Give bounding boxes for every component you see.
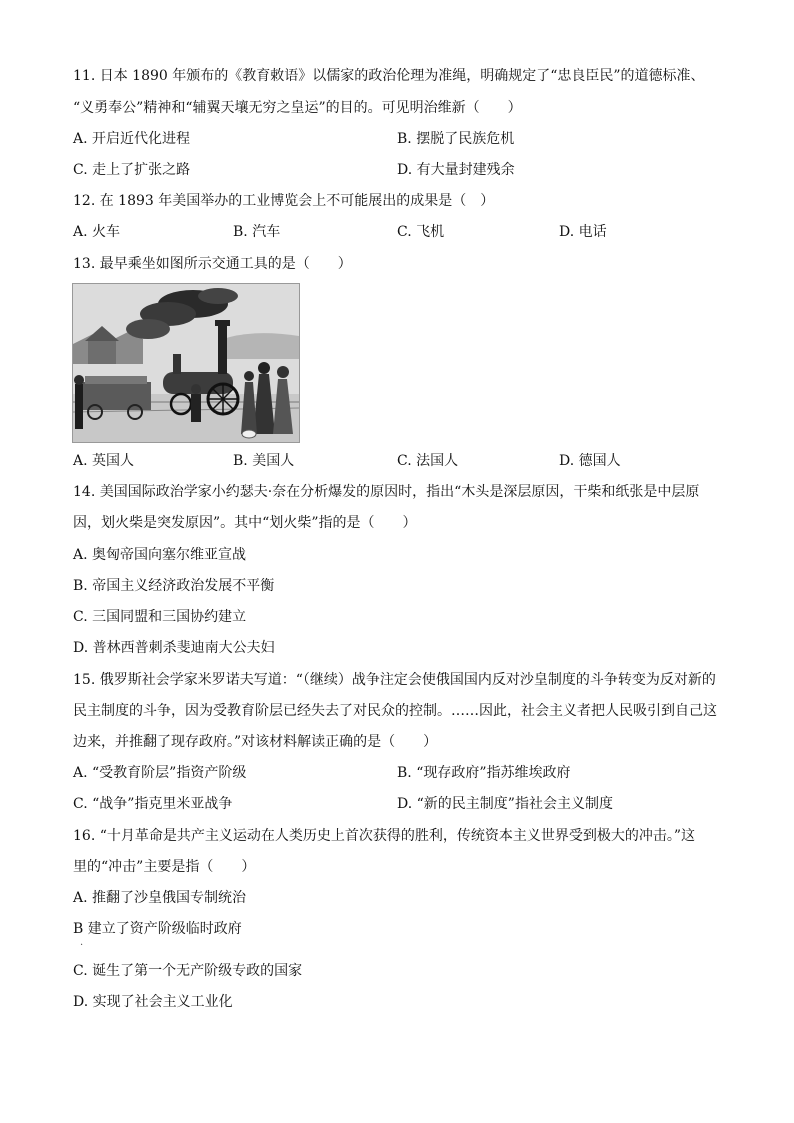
q16-option-b: B 建立了资产阶级临时政府 bbox=[73, 921, 242, 937]
q12-option-d: D. 电话 bbox=[559, 224, 607, 240]
q15-option-d: D. “新的民主制度”指社会主义制度 bbox=[397, 796, 613, 812]
q13-option-a: A. 英国人 bbox=[73, 453, 135, 469]
q13-stem: 13. 最早乘坐如图所示交通工具的是（ ） bbox=[73, 256, 352, 272]
q13-option-d: D. 德国人 bbox=[559, 453, 621, 469]
q15-option-a: A. “受教育阶层”指资产阶级 bbox=[73, 765, 247, 781]
q16-option-d: D. 实现了社会主义工业化 bbox=[73, 994, 233, 1010]
q11-stem-line1: 11. 日本 1890 年颁布的《教育敕语》以儒家的政治伦理为准绳，明确规定了“忠良臣民”的道德标准、 bbox=[73, 68, 705, 84]
q15-stem-line2: 民主制度的斗争，因为受教育阶层已经失去了对民众的控制。……因此，社会主义者把人民吸引到自己这 bbox=[73, 703, 717, 719]
q14-option-d: D. 普林西普刺杀斐迪南大公夫妇 bbox=[73, 640, 275, 656]
q12-option-a: A. 火车 bbox=[73, 224, 121, 240]
q13-option-b: B. 美国人 bbox=[233, 453, 295, 469]
q11-option-c: C. 走上了扩张之路 bbox=[73, 162, 191, 178]
q14-option-c: C. 三国同盟和三国协约建立 bbox=[73, 609, 247, 625]
q16-option-a: A. 推翻了沙皇俄国专制统治 bbox=[73, 890, 247, 906]
q14-stem-line2: 因，划火柴是突发原因”。其中“划火柴”指的是（ ） bbox=[73, 515, 417, 531]
q11-stem-line2: “义勇奉公”精神和“辅翼天壤无穷之皇运”的目的。可见明治维新（ ） bbox=[73, 100, 522, 116]
q14-option-a: A. 奥匈帝国向塞尔维亚宣战 bbox=[73, 547, 247, 563]
q16-stem-line2: 里的“冲击”主要是指（ ） bbox=[73, 859, 256, 875]
q12-stem: 12. 在 1893 年美国举办的工业博览会上不可能展出的成果是（ ） bbox=[73, 193, 495, 209]
q15-option-b: B. “现存政府”指苏维埃政府 bbox=[397, 765, 571, 781]
q14-option-b: B. 帝国主义经济政治发展不平衡 bbox=[73, 578, 275, 594]
q12-option-c: C. 飞机 bbox=[397, 224, 445, 240]
stray-dot: · bbox=[80, 940, 84, 951]
q15-stem-line3: 边来，并推翻了现存政府。”对该材料解读正确的是（ ） bbox=[73, 734, 438, 750]
q13-option-c: C. 法国人 bbox=[397, 453, 459, 469]
q11-option-d: D. 有大量封建残余 bbox=[397, 162, 515, 178]
q16-stem-line1: 16. “十月革命是共产主义运动在人类历史上首次获得的胜利，传统资本主义世界受到极大的冲击。”这 bbox=[73, 828, 696, 844]
q14-stem-line1: 14. 美国国际政治学家小约瑟夫·奈在分析爆发的原因时，指出“木头是深层原因，干柴和纸张是中层原 bbox=[73, 484, 700, 500]
q15-stem-line1: 15. 俄罗斯社会学家米罗诺夫写道：“（继续）战争注定会使俄国国内反对沙皇制度的斗争转变为反对新的 bbox=[73, 672, 716, 688]
q12-option-b: B. 汽车 bbox=[233, 224, 281, 240]
q16-option-c: C. 诞生了第一个无产阶级专政的国家 bbox=[73, 963, 303, 979]
locomotive-illustration bbox=[72, 283, 300, 443]
q11-option-b: B. 摆脱了民族危机 bbox=[397, 131, 515, 147]
q15-option-c: C. “战争”指克里米亚战争 bbox=[73, 796, 233, 812]
q11-option-a: A. 开启近代化进程 bbox=[73, 131, 191, 147]
